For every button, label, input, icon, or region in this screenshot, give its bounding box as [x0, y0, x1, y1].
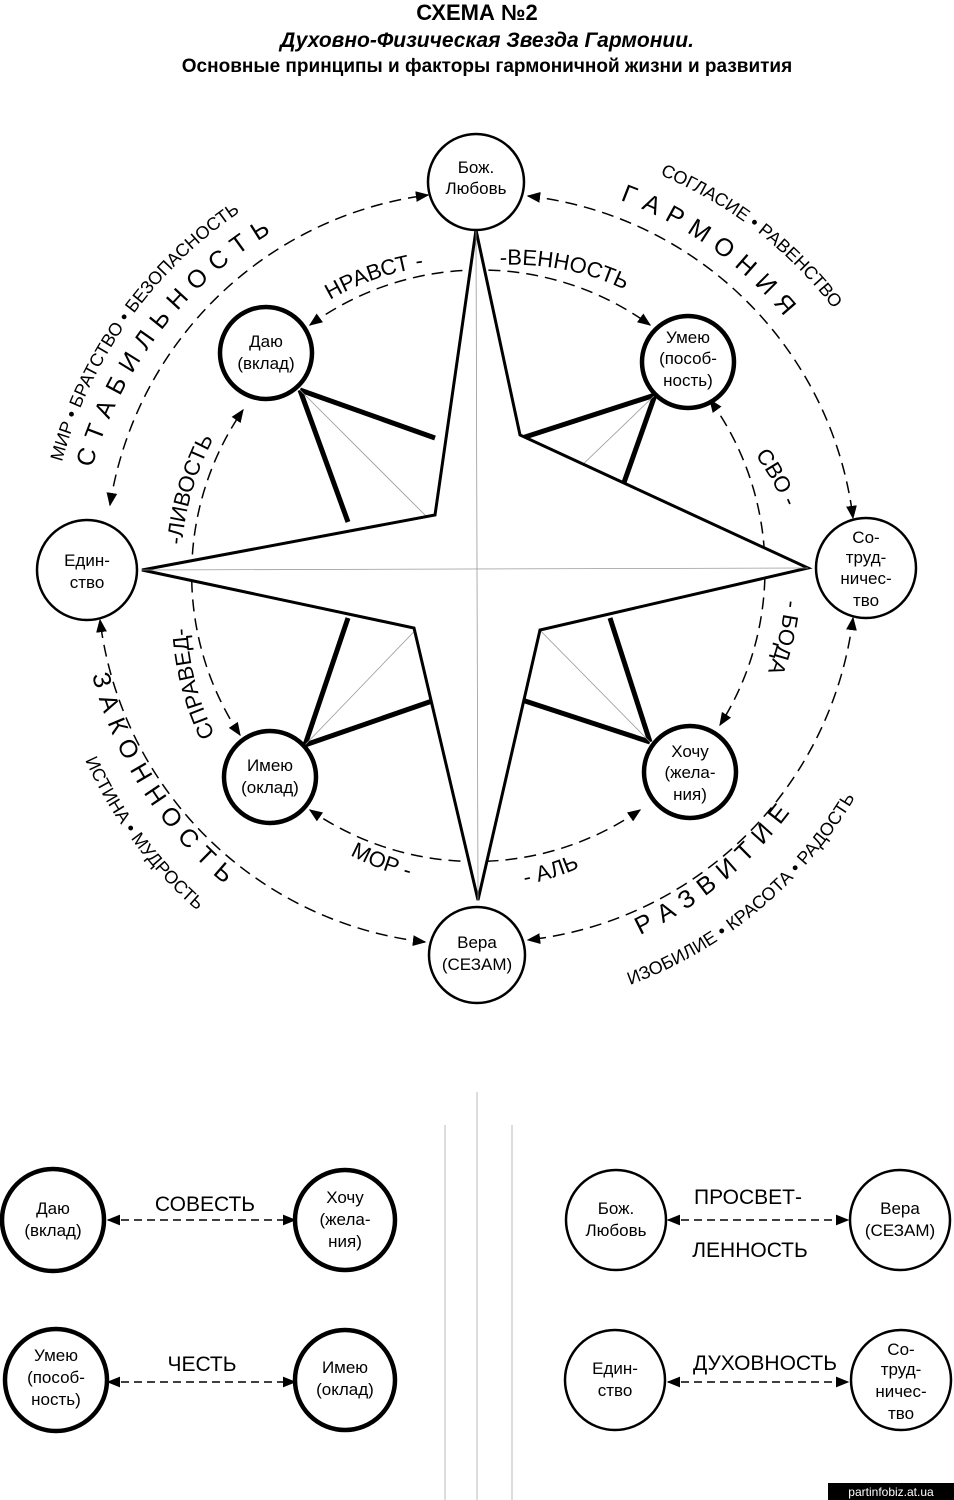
label-legality-sub: ИСТИНА • МУДРОСТЬ	[81, 753, 208, 914]
svg-text:ство: ство	[69, 573, 105, 592]
svg-text:(жела-: (жела-	[664, 763, 716, 782]
svg-text:ность): ность)	[31, 1390, 81, 1409]
svg-text:ЧЕСТЬ: ЧЕСТЬ	[167, 1353, 237, 1376]
label-stability-sub: МИР • БРАТСТВО • БЕЗОПАСНОСТЬ	[46, 198, 243, 464]
svg-text:(оклад): (оклад)	[316, 1380, 374, 1399]
svg-text:ЛЕННОСТЬ: ЛЕННОСТЬ	[692, 1239, 808, 1262]
svg-text:Вера: Вера	[880, 1199, 920, 1218]
label-legality: З А К О Н Н О С Т Ь	[86, 669, 240, 890]
svg-text:Хочу: Хочу	[326, 1188, 364, 1207]
svg-text:ничес-: ничес-	[875, 1382, 927, 1401]
svg-text:труд-: труд-	[845, 548, 887, 567]
label-moral-1: МОР -	[347, 837, 415, 883]
svg-text:partinfobiz.at.ua: partinfobiz.at.ua	[848, 1485, 934, 1499]
svg-text:тво: тво	[887, 1404, 915, 1423]
label-freedom-2: - БОДА	[763, 599, 805, 679]
svg-text:Со-: Со-	[887, 1340, 915, 1359]
svg-text:(СЕЗАМ): (СЕЗАМ)	[864, 1221, 936, 1240]
svg-text:(пособ-: (пособ-	[27, 1368, 85, 1387]
svg-text:(вклад): (вклад)	[237, 354, 295, 373]
svg-text:Бож.: Бож.	[457, 158, 495, 177]
svg-text:(СЕЗАМ): (СЕЗАМ)	[441, 955, 513, 974]
svg-text:(пособ-: (пособ-	[659, 349, 717, 368]
svg-text:ство: ство	[597, 1381, 633, 1400]
svg-text:Любовь: Любовь	[585, 1221, 647, 1240]
node-hochu	[644, 726, 736, 818]
source-url	[828, 1483, 954, 1500]
svg-text:ПРОСВЕТ-: ПРОСВЕТ-	[694, 1186, 802, 1209]
svg-text:Хочу: Хочу	[671, 742, 709, 761]
label-freedom-1: СВО -	[750, 443, 804, 510]
label-harmony: Г А Р М О Н И Я	[617, 179, 802, 322]
node-edinstvo	[37, 520, 137, 620]
label-development: Р А З В И Т И Е	[630, 797, 796, 941]
node-imeyu	[224, 731, 316, 823]
node-bozh-lyubov	[428, 134, 524, 230]
page-subtitle-2: Основные принципы и факторы гармоничной жизни и развития	[181, 56, 793, 77]
svg-text:(оклад): (оклад)	[241, 778, 299, 797]
node-sotrudnichestvo	[816, 518, 916, 618]
svg-text:ность): ность)	[663, 371, 713, 390]
svg-text:ДУХОВНОСТЬ: ДУХОВНОСТЬ	[692, 1352, 838, 1375]
pair-chest	[5, 1329, 395, 1431]
svg-text:Един-: Един-	[592, 1359, 638, 1378]
svg-text:ничес-: ничес-	[840, 569, 892, 588]
svg-text:Един-: Един-	[64, 551, 110, 570]
pair-prosvetlennost	[566, 1170, 950, 1270]
label-development-sub: ИЗОБИЛИЕ • КРАСОТА • РАДОСТЬ	[624, 789, 859, 989]
pair-sovest	[2, 1169, 395, 1271]
label-morality-2: -ВЕННОСТЬ	[499, 244, 634, 295]
label-harmony-sub: СОГЛАСИЕ • РАВЕНСТВО	[658, 160, 847, 312]
svg-text:Умею: Умею	[666, 328, 710, 347]
node-umeyu	[642, 316, 734, 408]
node-dayu	[220, 307, 312, 399]
svg-text:Умею: Умею	[34, 1346, 78, 1365]
svg-text:Бож.: Бож.	[597, 1199, 635, 1218]
svg-text:(вклад): (вклад)	[24, 1221, 82, 1240]
label-justice-2: -ЛИВОСТЬ	[162, 429, 219, 546]
svg-text:ния): ния)	[328, 1232, 362, 1251]
svg-text:Имею: Имею	[321, 1358, 369, 1377]
svg-text:СОВЕСТЬ: СОВЕСТЬ	[154, 1193, 256, 1216]
label-moral-2: - АЛЬ	[520, 849, 582, 890]
svg-text:Даю: Даю	[249, 332, 283, 351]
svg-text:ния): ния)	[673, 785, 707, 804]
pair-duhovnost	[565, 1330, 951, 1430]
svg-text:Любовь: Любовь	[445, 179, 507, 198]
label-stability: С Т А Б И Л Ь Н О С Т Ь	[70, 213, 276, 470]
page-title: СХЕМА №2	[416, 0, 538, 25]
page-subtitle: Духовно-Физическая Звезда Гармонии.	[280, 29, 694, 52]
svg-text:труд-: труд-	[880, 1360, 922, 1379]
svg-text:тво: тво	[852, 591, 880, 610]
section-dividers	[445, 1092, 512, 1500]
svg-text:Вера: Вера	[457, 933, 497, 952]
svg-text:Со-: Со-	[852, 528, 880, 547]
svg-text:Даю: Даю	[36, 1199, 70, 1218]
svg-text:Имею: Имею	[246, 756, 294, 775]
node-vera	[429, 907, 525, 1003]
label-justice-1: СПРАВЕД-	[167, 627, 220, 744]
label-morality-1: НРАВСТ -	[320, 247, 425, 305]
svg-text:(жела-: (жела-	[319, 1210, 371, 1229]
